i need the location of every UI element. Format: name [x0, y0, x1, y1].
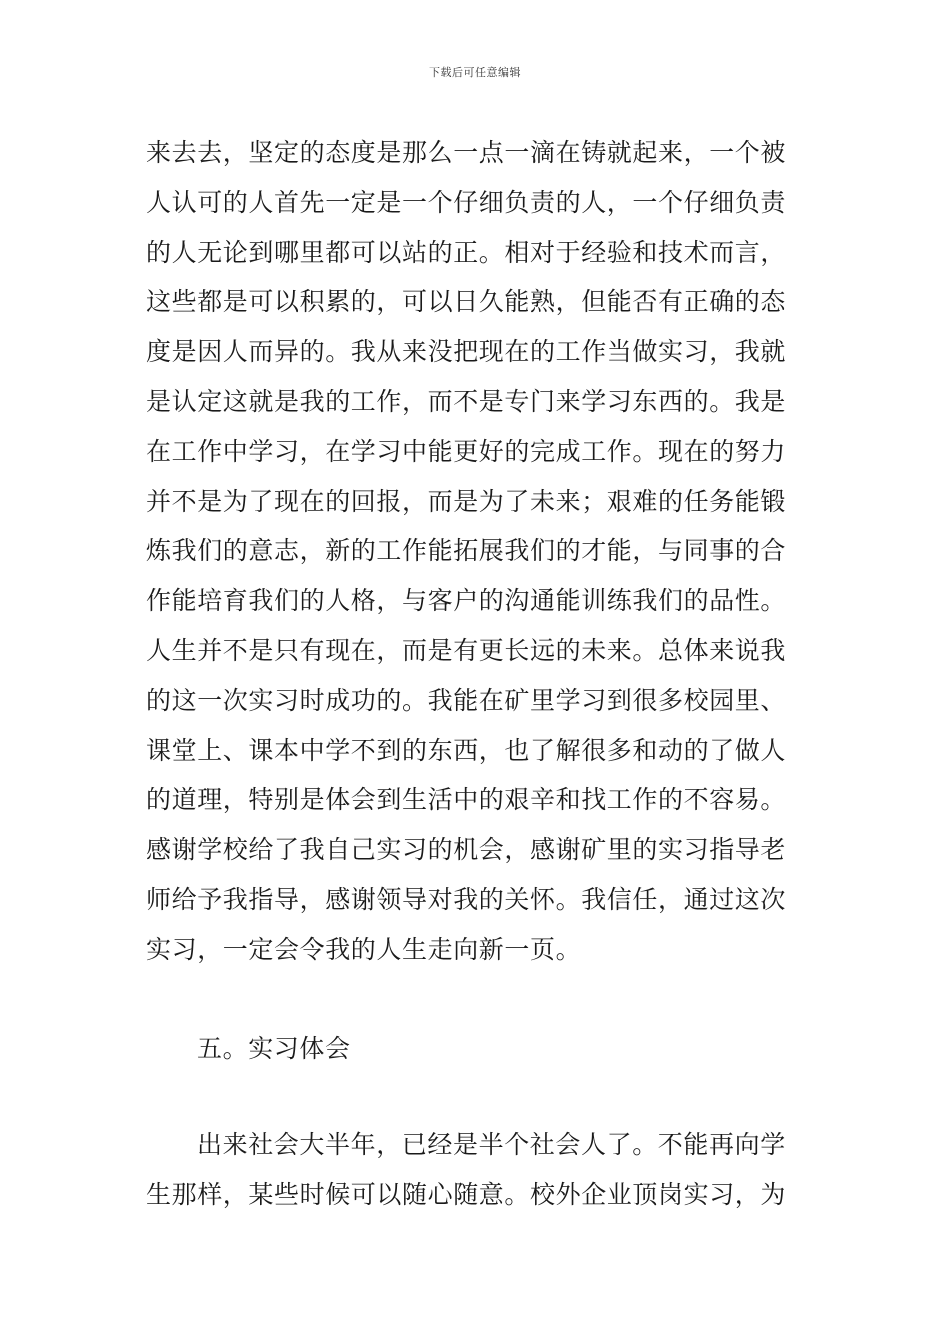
text-line: 的人无论到哪里都可以站的正。相对于经验和技术而言，: [146, 237, 787, 267]
text-line: 的这一次实习时成功的。我能在矿里学习到很多校园里、: [146, 685, 787, 715]
section-heading: 五。实习体会: [197, 1034, 351, 1063]
text-line: 度是因人而异的。我从来没把现在的工作当做实习，我就: [146, 337, 787, 367]
text-line: 这些都是可以积累的，可以日久能熟，但能否有正确的态: [146, 287, 787, 317]
text-line: 的道理，特别是体会到生活中的艰辛和找工作的不容易。: [146, 785, 787, 815]
text-line: 来去去，坚定的态度是那么一点一滴在铸就起来，一个被: [146, 138, 787, 167]
text-line: 实习，一定会令我的人生走向新一页。: [146, 934, 582, 964]
text-line: 生那样，某些时候可以随心随意。校外企业顶岗实习，为: [146, 1179, 787, 1209]
text-line: 是认定这就是我的工作，而不是专门来学习东西的。我是: [146, 386, 787, 416]
body-paragraph: [146, 128, 810, 975]
text-line: 出来社会大半年，已经是半个社会人了。不能再向学: [197, 1130, 786, 1159]
text-line: 师给予我指导，感谢领导对我的关怀。我信任，通过这次: [146, 884, 787, 914]
text-line: 人生并不是只有现在，而是有更长远的未来。总体来说我: [146, 635, 787, 665]
text-line: 感谢学校给了我自己实习的机会，感谢矿里的实习指导老: [146, 835, 787, 865]
text-line: 课堂上、课本中学不到的东西，也了解很多和动的了做人: [146, 735, 787, 765]
text-line: 作能培育我们的人格，与客户的沟通能训练我们的品性。: [146, 586, 787, 616]
text-line: 在工作中学习，在学习中能更好的完成工作。现在的努力: [146, 436, 787, 466]
text-line: 人认可的人首先一定是一个仔细负责的人，一个仔细负责: [146, 187, 787, 217]
page-header: 下载后可任意编辑: [429, 66, 521, 79]
text-line: 炼我们的意志，新的工作能拓展我们的才能，与同事的合: [146, 536, 787, 566]
body-paragraph-2: [146, 1120, 810, 1220]
text-line: 并不是为了现在的回报，而是为了未来；艰难的任务能锻: [146, 486, 787, 516]
